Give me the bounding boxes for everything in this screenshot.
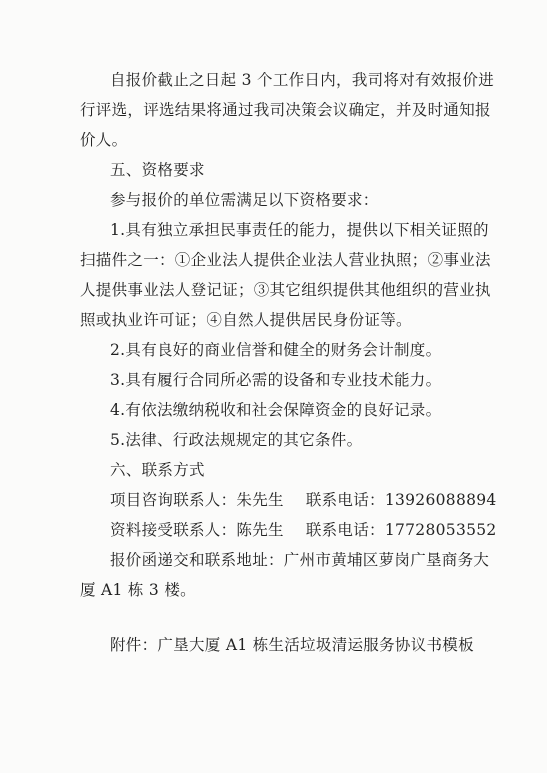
- requirement-4: 4.有依法缴纳税收和社会保障资金的良好记录。: [110, 401, 442, 419]
- requirement-1-line-1: 1.具有独立承担民事责任的能力，提供以下相关证照的: [110, 221, 489, 239]
- section-heading-qualifications: 五、资格要求: [110, 161, 205, 179]
- attachment-note: 附件：广垦大厦 A1 栋生活垃圾清运服务协议书模板: [110, 636, 474, 654]
- requirement-2: 2.具有良好的商业信誉和健全的财务会计制度。: [110, 341, 442, 359]
- requirement-3: 3.具有履行合同所必需的设备和专业技术能力。: [110, 371, 442, 389]
- contact-documents-name: 资料接受联系人：陈先生: [110, 521, 284, 539]
- contact-row-project: [110, 490, 497, 510]
- address-line-1: 报价函递交和联系地址：广州市黄埔区萝岗广垦商务大: [110, 551, 490, 569]
- requirement-1-line-4: 照或执业许可证；④自然人提供居民身份证等。: [80, 311, 412, 329]
- contact-project-phone: 联系电话：13926088894: [305, 491, 497, 509]
- qualifications-intro: 参与报价的单位需满足以下资格要求：: [110, 191, 379, 209]
- requirement-5: 5.法律、行政法规规定的其它条件。: [110, 431, 363, 449]
- contact-project-name: 项目咨询联系人：朱先生: [110, 491, 284, 509]
- paragraph-evaluation-line-3: 价人。: [80, 131, 128, 149]
- paragraph-evaluation-line-1: 自报价截止之日起 3 个工作日内，我司将对有效报价进: [110, 71, 495, 89]
- requirement-1-line-3: 人提供事业法人登记证；③其它组织提供其他组织的营业执: [80, 281, 491, 299]
- section-heading-contacts: 六、联系方式: [110, 461, 205, 479]
- contact-row-documents: [110, 520, 497, 540]
- address-line-2: 厦 A1 栋 3 楼。: [80, 581, 196, 599]
- paragraph-evaluation-line-2: 行评选，评选结果将通过我司决策会议确定，并及时通知报: [80, 101, 491, 119]
- requirement-1-line-2: 扫描件之一：①企业法人提供企业法人营业执照；②事业法: [80, 251, 491, 269]
- contact-documents-phone: 联系电话：17728053552: [305, 521, 497, 539]
